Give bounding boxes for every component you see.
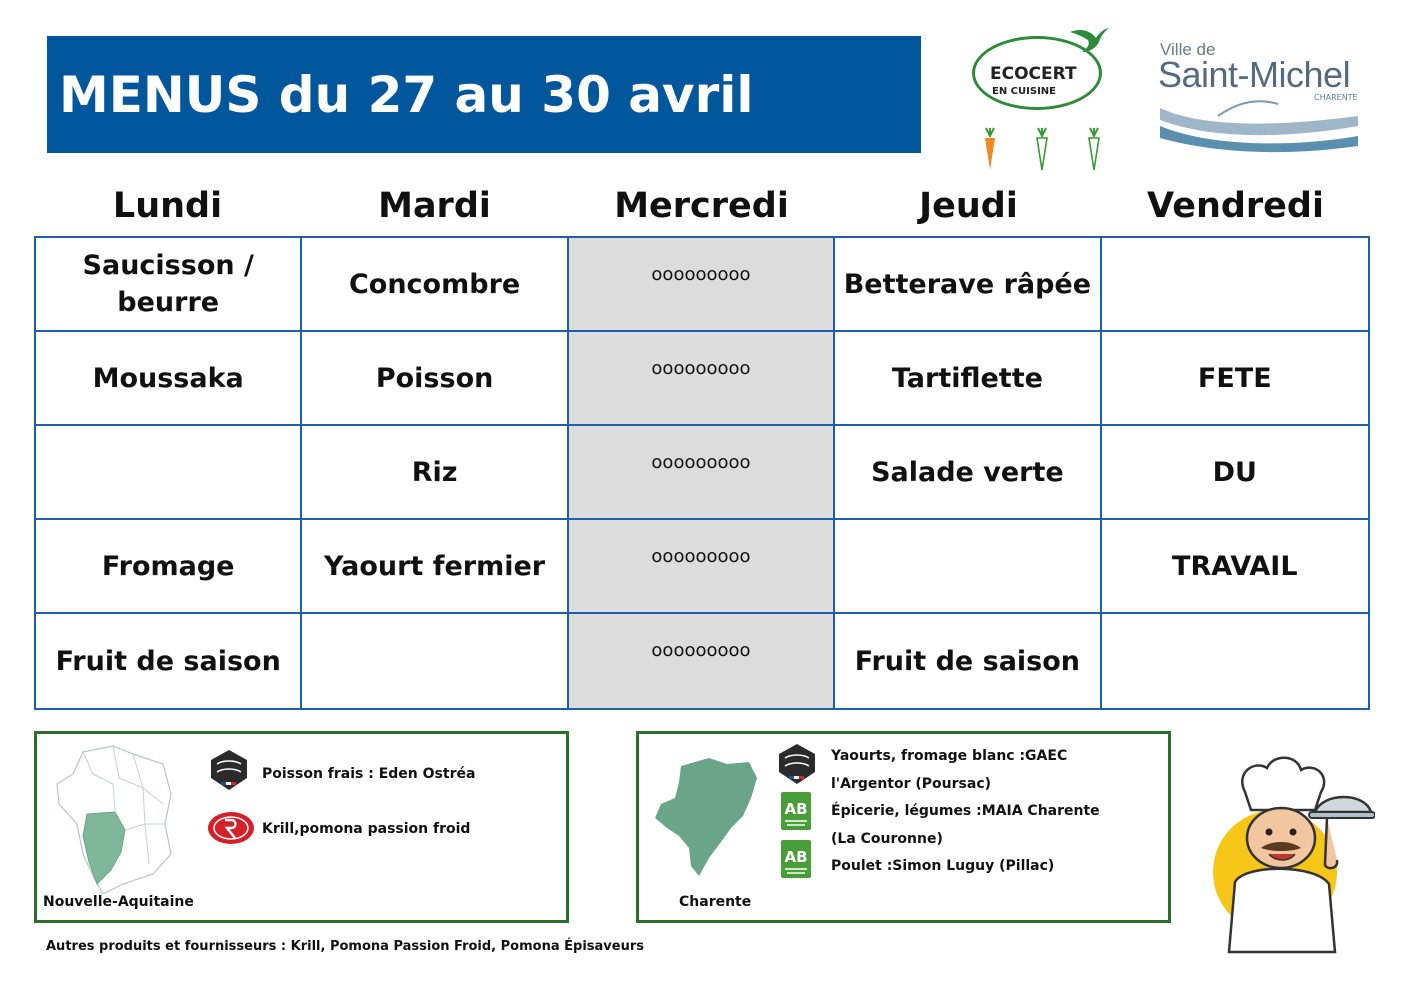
menu-cell	[1102, 238, 1368, 332]
label-rouge-badge-icon	[207, 808, 255, 848]
carrots-icon	[980, 126, 1105, 174]
department-suppliers-box	[636, 731, 1171, 923]
menu-cell	[302, 614, 568, 708]
department-supplier: Épicerie, légumes :MAIA Charente (La Couronne)	[831, 803, 1100, 847]
chef-illustration-icon	[1205, 752, 1375, 957]
region-name: Nouvelle-Aquitaine	[43, 894, 194, 910]
department-supplier: Yaourts, fromage blanc :GAEC l'Argentor (Poursac)	[831, 748, 1068, 792]
day-header-vendredi: Vendredi	[1147, 186, 1324, 226]
region-supplier: Krill,pomona passion froid	[262, 821, 471, 837]
menu-cell: Fruit de saison	[835, 614, 1101, 708]
menu-cell-closed: ooooooooo	[569, 426, 835, 520]
menu-cell-closed: ooooooooo	[569, 614, 835, 708]
menu-cell-closed: ooooooooo	[569, 238, 835, 332]
menu-cell: TRAVAIL	[1102, 520, 1368, 614]
ab-organic-badge-icon	[781, 840, 811, 878]
page-title: MENUS du 27 au 30 avril	[59, 66, 754, 124]
menu-cell: FETE	[1102, 332, 1368, 426]
menu-cell: Tartiflette	[835, 332, 1101, 426]
svg-text:AB: AB	[784, 848, 808, 866]
menu-cell: Fruit de saison	[36, 614, 302, 708]
menu-cell: DU	[1102, 426, 1368, 520]
menu-cell-closed: ooooooooo	[569, 520, 835, 614]
menu-cell: Concombre	[302, 238, 568, 332]
footer-note: Autres produits et fournisseurs : Krill, Pomona Passion Froid, Pomona Épisaveurs	[46, 939, 644, 954]
ville-de-label: Ville de	[1160, 40, 1216, 59]
menu-cell: Riz	[302, 426, 568, 520]
france-map-icon	[53, 744, 178, 894]
title-banner	[47, 36, 921, 153]
day-header-jeudi: Jeudi	[919, 186, 1018, 226]
charente-map-icon	[651, 758, 761, 883]
menu-cell: Yaourt fermier	[302, 520, 568, 614]
swallow-icon	[1068, 26, 1110, 58]
ecocert-subtitle: EN CUISINE	[992, 86, 1056, 97]
town-name: Saint-Michel	[1158, 54, 1351, 95]
menu-cell: Saucisson / beurre	[36, 238, 302, 332]
menu-cell	[36, 426, 302, 520]
menu-cell	[835, 520, 1101, 614]
ecocert-logo	[968, 26, 1118, 176]
ecocert-title: ECOCERT	[990, 64, 1077, 84]
department-name: Charente	[679, 894, 752, 910]
produits-locaux-badge-icon	[207, 748, 251, 792]
town-subtitle: CHARENTE	[1314, 93, 1358, 102]
day-header-mercredi: Mercredi	[614, 186, 789, 226]
menu-cell: Betterave râpée	[835, 238, 1101, 332]
svg-text:AB: AB	[784, 800, 808, 818]
ab-organic-badge-icon	[781, 792, 811, 830]
region-suppliers-box	[34, 731, 569, 923]
menu-cell: Moussaka	[36, 332, 302, 426]
menu-cell-closed: ooooooooo	[569, 332, 835, 426]
menu-cell: Fromage	[36, 520, 302, 614]
day-header-mardi: Mardi	[378, 186, 491, 226]
menu-cell: Salade verte	[835, 426, 1101, 520]
department-supplier: Poulet :Simon Luguy (Pillac)	[831, 858, 1055, 874]
region-supplier: Poisson frais : Eden Ostréa	[262, 766, 476, 782]
menu-table	[34, 236, 1370, 710]
saint-michel-logo	[1158, 40, 1363, 155]
menu-cell	[1102, 614, 1368, 708]
menu-cell: Poisson	[302, 332, 568, 426]
day-header-lundi: Lundi	[112, 186, 223, 226]
produits-locaux-badge-icon	[775, 742, 819, 786]
